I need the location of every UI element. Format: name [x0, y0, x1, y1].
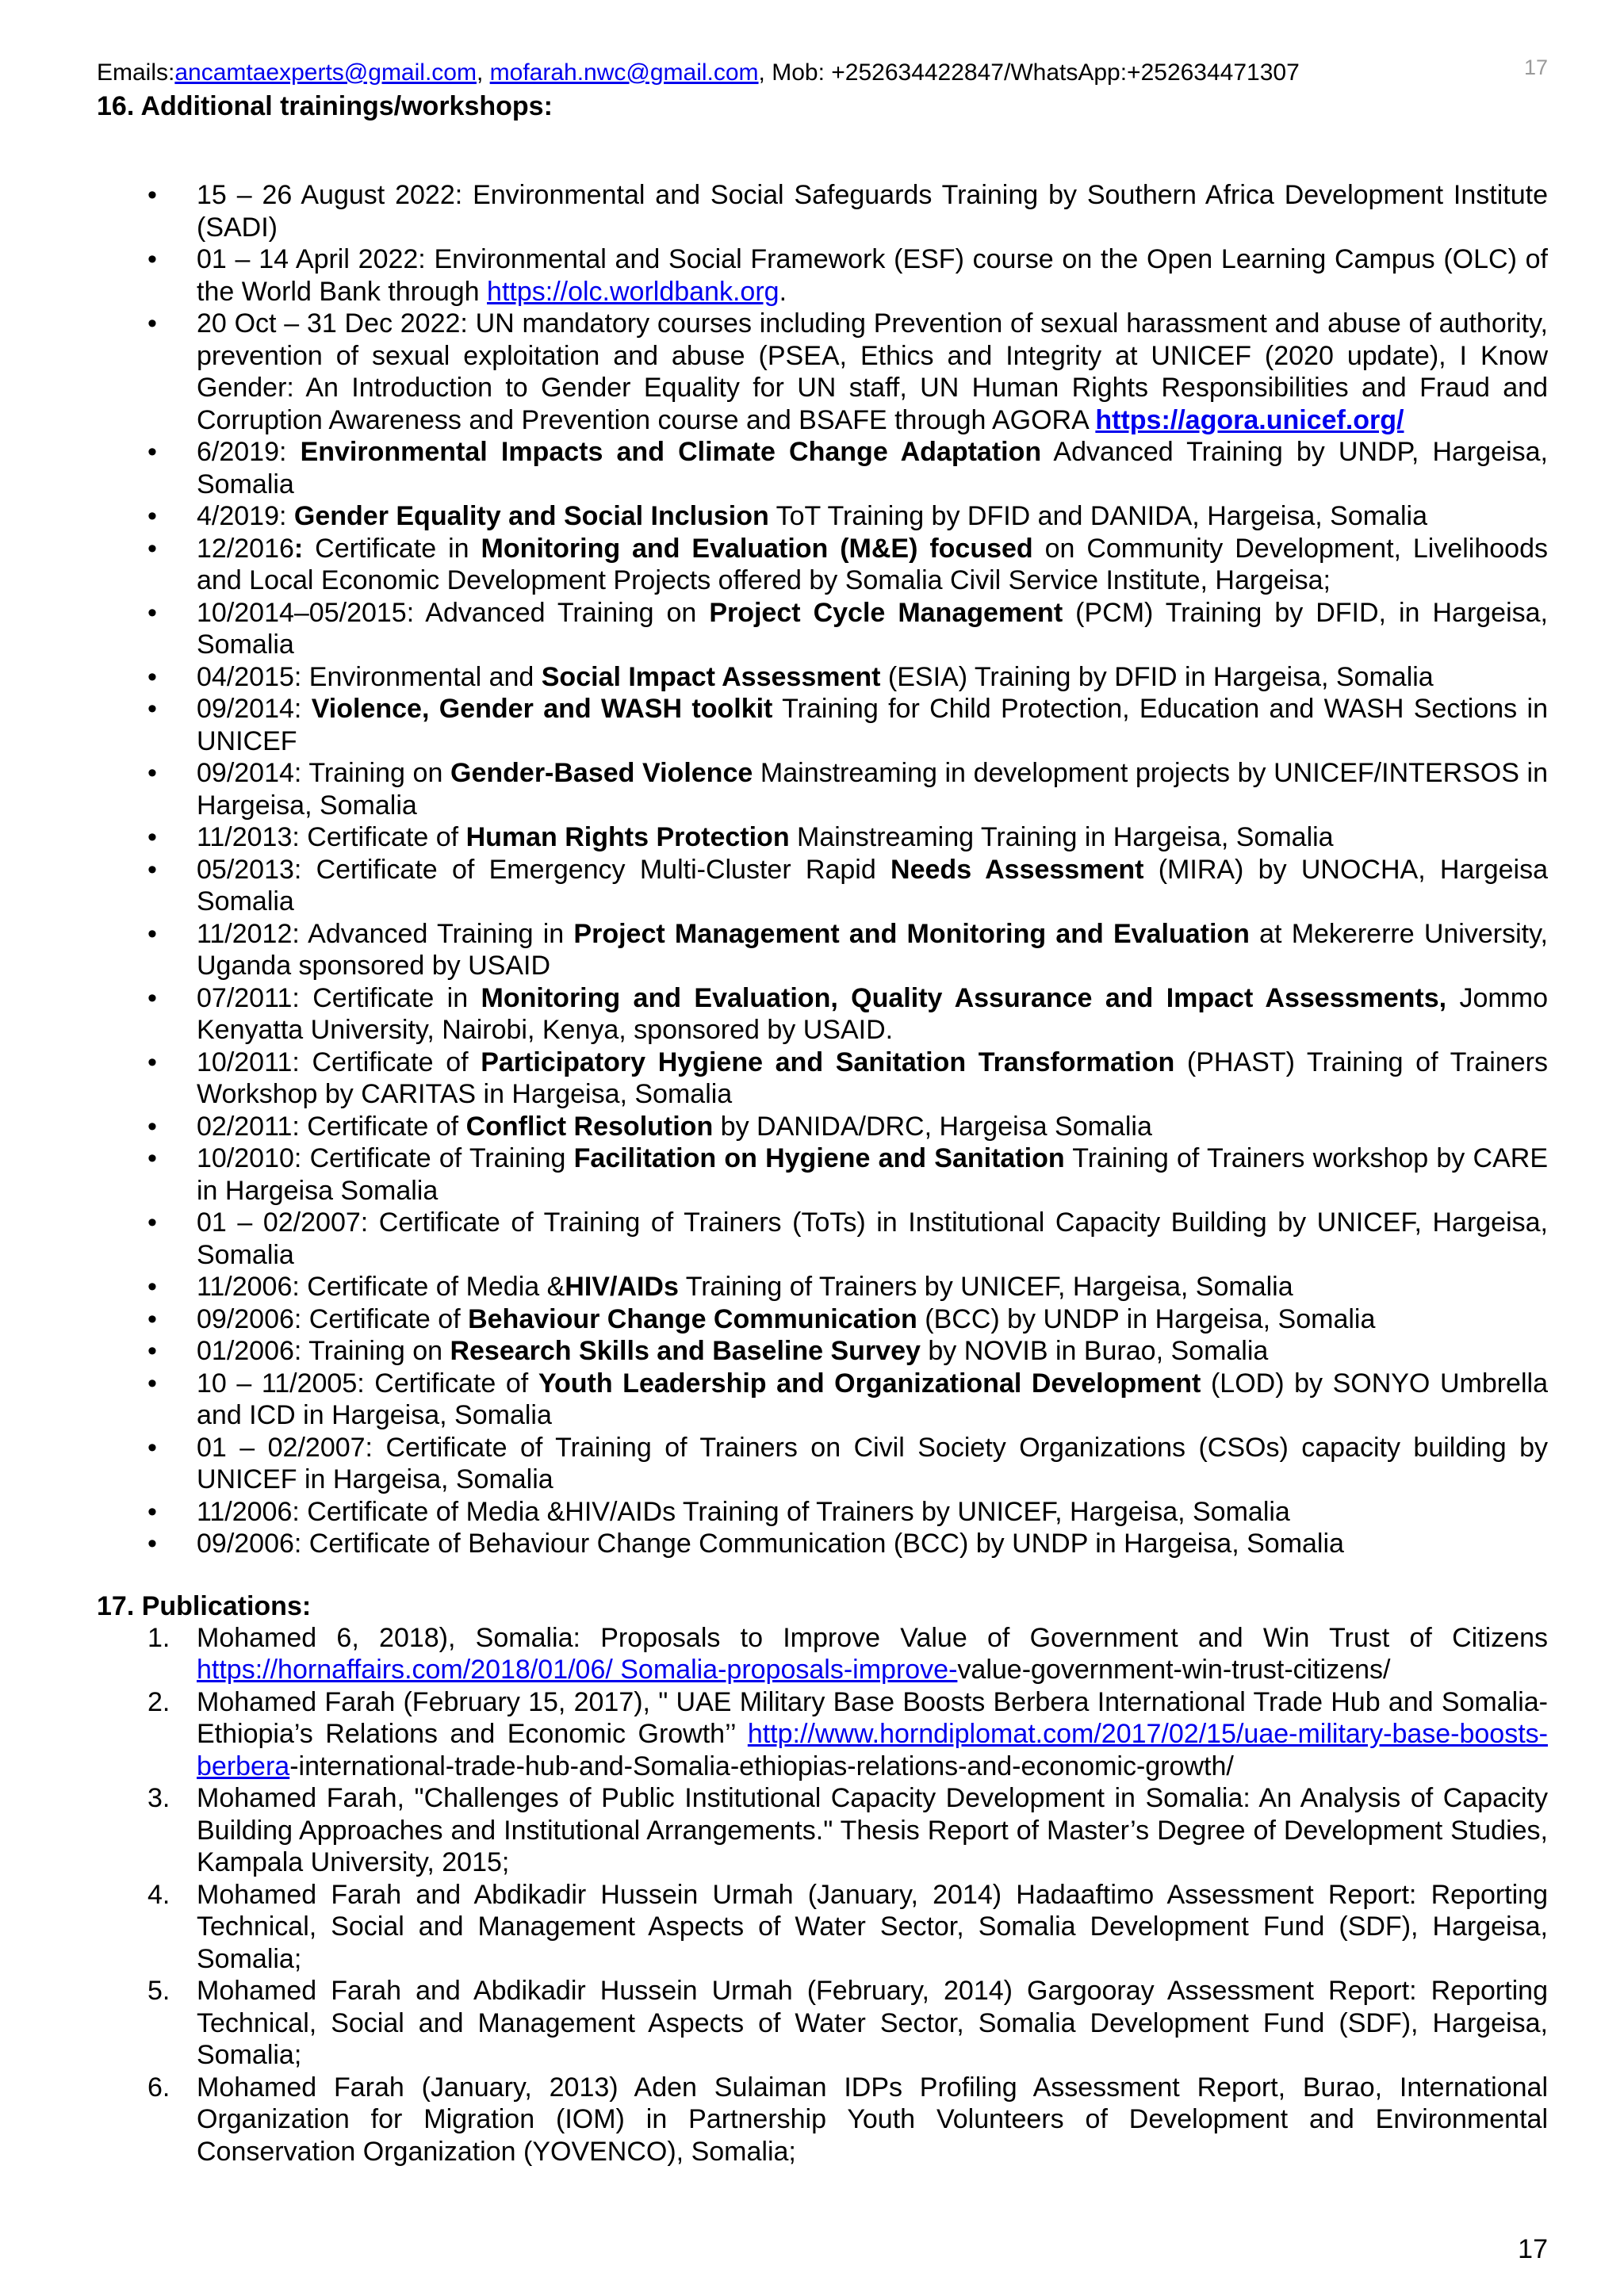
text-run: 10/2010: Certificate of Training	[197, 1143, 574, 1173]
text-run: Mainstreaming Training in Hargeisa, Somalia	[789, 822, 1334, 852]
bold-text: Monitoring and Evaluation (M&E) focused	[481, 533, 1033, 564]
text-run: Mohamed Farah, "Challenges of Public Institutional Capacity Development in Somalia: An Analysis of Capacity Building Approaches and Institutional Arrangements." Thesis Report of Master’s Degree of Development Studies, Kampala University, 2015;	[197, 1783, 1548, 1877]
training-item	[97, 500, 1548, 533]
text-run: Training of Trainers by UNICEF, Hargeisa, Somalia	[678, 1272, 1293, 1302]
text-run: 01 – 14 April 2022: Environmental and Social Framework (ESF) course on the Open Learning Campus (OLC) of the World Bank through	[197, 244, 1548, 307]
bold-text: Violence, Gender and WASH toolkit	[311, 694, 773, 724]
publication-item	[97, 2072, 1548, 2168]
publication-number: 1.	[147, 1622, 170, 1653]
text-run: (ESIA) Training by DFID in Hargeisa, Somalia	[880, 661, 1434, 692]
text-run: 05/2013: Certificate of Emergency Multi-Cluster Rapid	[197, 854, 891, 885]
bold-text: Participatory Hygiene and Sanitation Transformation	[481, 1047, 1175, 1077]
header-contact-line	[97, 57, 1300, 89]
text-run: Mohamed Farah and Abdikadir Hussein Urmah (February, 2014) Gargooray Assessment Report: Reporting Technical, Social and Management Aspects of Water Sector, Somalia Development Fund (SDF), Hargeisa, Somalia;	[197, 1976, 1548, 2070]
publication-item	[97, 1975, 1548, 2072]
mobile-whatsapp-numbers: , Mob: +252634422847/WhatsApp:+252634471307	[758, 59, 1300, 86]
text-run: 6/2019:	[197, 437, 301, 467]
publication-item	[97, 1686, 1548, 1783]
email-link-mofarah[interactable]: mofarah.nwc@gmail.com	[489, 59, 759, 86]
training-item	[97, 1111, 1548, 1143]
text-run: Training of Trainers workshop by CARE in Hargeisa Somalia	[197, 1143, 1548, 1206]
email-link-ancamtaexperts[interactable]: ancamtaexperts@gmail.com	[174, 59, 477, 86]
text-run: 11/2006: Certificate of Media &HIV/AIDs Training of Trainers by UNICEF, Hargeisa, Somalia	[197, 1496, 1290, 1527]
text-run: 11/2012: Advanced Training in	[197, 918, 574, 949]
bold-text: Gender Equality and Social Inclusion	[293, 501, 769, 531]
text-run: 04/2015: Environmental and	[197, 661, 542, 692]
footer-page-number: 17	[1518, 2234, 1548, 2264]
text-run: 12/2016	[197, 533, 294, 564]
text-run: Training for Child Protection, Education and WASH Sections in UNICEF	[197, 694, 1548, 756]
training-item	[97, 1432, 1548, 1496]
publications-list	[97, 1622, 1548, 2168]
bold-text: HIV/AIDs	[565, 1272, 679, 1302]
training-item	[97, 918, 1548, 982]
text-run: 09/2006: Certificate of Behaviour Change Communication (BCC) by UNDP in Hargeisa, Somalia	[197, 1529, 1344, 1559]
bold-text: Youth Leadership and Organizational Development	[538, 1368, 1201, 1399]
text-run: ToT Training by DFID and DANIDA, Hargeisa, Somalia	[768, 501, 1427, 531]
text-run: 07/2011: Certificate in	[197, 982, 481, 1013]
training-item	[97, 533, 1548, 597]
training-item	[97, 1047, 1548, 1111]
url-link[interactable]: https://agora.unicef.org/	[1095, 404, 1404, 435]
text-run: 11/2006: Certificate of Media &	[197, 1272, 565, 1302]
url-link[interactable]: https://olc.worldbank.org	[487, 276, 779, 307]
training-item	[97, 243, 1548, 308]
url-link[interactable]: http://www.horndiplomat.com/2017/02/15/uae-military-base-boosts-berbera	[197, 1719, 1548, 1781]
text-run: 01 – 02/2007: Certificate of Training of Trainers on Civil Society Organizations (CSOs) capacity building by UNICEF in Hargeisa, Somalia	[197, 1432, 1548, 1494]
text-run: 10 – 11/2005: Certificate of	[197, 1368, 538, 1399]
text-run: Mainstreaming in development projects by UNICEF/INTERSOS in Hargeisa, Somalia	[197, 758, 1549, 821]
publication-item	[97, 1782, 1548, 1879]
bold-text: :	[293, 533, 304, 564]
training-item	[97, 693, 1548, 757]
bold-text: Monitoring and Evaluation, Quality Assurance and Impact Assessments,	[481, 982, 1447, 1013]
text-run: Mohamed 6, 2018), Somalia: Proposals to Improve Value of Government and Win Trust of Citizens	[197, 1622, 1548, 1653]
training-item	[97, 597, 1548, 661]
text-run: 01 – 02/2007: Certificate of Training of Trainers (ToTs) in Institutional Capacity Building by UNICEF, Hargeisa, Somalia	[197, 1207, 1548, 1270]
bold-text: Project Cycle Management	[709, 597, 1063, 628]
text-run: 02/2011: Certificate of	[197, 1111, 466, 1142]
training-item	[97, 1496, 1548, 1529]
text-run: value-government-win-trust-citizens/	[957, 1655, 1391, 1685]
text-run: 10/2011: Certificate of	[197, 1047, 481, 1077]
training-item	[97, 1335, 1548, 1368]
email-separator: ,	[476, 59, 490, 86]
header-page-number: 17	[1523, 55, 1548, 79]
publication-number: 2.	[147, 1686, 170, 1717]
publication-item	[97, 1879, 1548, 1976]
text-run: 09/2006: Certificate of	[197, 1303, 469, 1334]
main-content	[97, 90, 1548, 2168]
bold-text: Gender-Based Violence	[450, 758, 753, 788]
trainings-heading: 16. Additional trainings/workshops:	[97, 91, 553, 121]
bold-text: Human Rights Protection	[465, 822, 790, 852]
text-run: -international-trade-hub-and-Somalia-ethiopias-relations-and-economic-growth/	[289, 1751, 1234, 1781]
text-run: 09/2014:	[197, 694, 312, 724]
publication-number: 3.	[147, 1783, 170, 1813]
bold-text: Social Impact Assessment	[541, 661, 881, 692]
bold-text: Environmental Impacts and Climate Change Adaptation	[300, 437, 1042, 467]
emails-label: Emails:	[97, 59, 175, 86]
training-item	[97, 821, 1548, 854]
bold-text: Project Management and Monitoring and Evaluation	[573, 918, 1250, 949]
text-run: (PHAST) Training of Trainers Workshop by CARITAS in Hargeisa, Somalia	[197, 1047, 1548, 1109]
training-item	[97, 1528, 1548, 1560]
bold-text: Needs Assessment	[891, 854, 1144, 885]
publication-number: 6.	[147, 2072, 170, 2103]
publications-heading: 17. Publications:	[97, 1590, 312, 1621]
text-run: 09/2014: Training on	[197, 758, 451, 788]
text-run: .	[779, 276, 787, 307]
training-item	[97, 1271, 1548, 1303]
training-item	[97, 436, 1548, 500]
training-item	[97, 1142, 1548, 1207]
text-run: on Community Development, Livelihoods and Local Economic Development Projects offered by Somalia Civil Service Institute, Hargeisa;	[197, 533, 1548, 595]
bold-text: Conflict Resolution	[465, 1111, 714, 1142]
text-run: 11/2013: Certificate of	[197, 822, 466, 852]
text-run: Mohamed Farah (January, 2013) Aden Sulaiman IDPs Profiling Assessment Report, Burao, International Organization for Migration (IOM) in Partnership Youth Volunteers of Development and Environmental Conservation Organization (YOVENCO), Somalia;	[197, 2072, 1548, 2167]
text-run: Certificate in	[303, 533, 481, 564]
training-item	[97, 757, 1548, 821]
text-run: (LOD) by SONYO Umbrella and ICD in Hargeisa, Somalia	[197, 1368, 1548, 1430]
text-run: Mohamed Farah (February 15, 2017), " UAE Military Base Boosts Berbera International Trade Hub and Somalia-Ethiopia’s Relations and Economic Growth’’	[197, 1686, 1548, 1749]
training-item	[97, 854, 1548, 918]
training-item	[97, 1207, 1548, 1271]
training-item	[97, 661, 1548, 694]
text-run: Jommo Kenyatta University, Nairobi, Kenya, sponsored by USAID.	[197, 982, 1548, 1045]
text-run: 01/2006: Training on	[197, 1336, 450, 1366]
text-run: 4/2019:	[197, 501, 294, 531]
training-item	[97, 1303, 1548, 1336]
text-run: by NOVIB in Burao, Somalia	[920, 1336, 1269, 1366]
trainings-list	[97, 179, 1548, 1560]
training-item	[97, 308, 1548, 436]
text-run: 15 – 26 August 2022: Environmental and Social Safeguards Training by Southern Africa Development Institute (SADI)	[197, 180, 1548, 243]
training-item	[97, 179, 1548, 243]
bold-text: Research Skills and Baseline Survey	[450, 1336, 921, 1366]
text-run: (BCC) by UNDP in Hargeisa, Somalia	[917, 1303, 1376, 1334]
publication-number: 5.	[147, 1976, 170, 2006]
url-link[interactable]: https://hornaffairs.com/2018/01/06/ Somalia-proposals-improve-	[197, 1655, 958, 1685]
training-item	[97, 1368, 1548, 1432]
text-run: at Mekererre University, Uganda sponsored by USAID	[197, 918, 1548, 981]
bold-text: Behaviour Change Communication	[468, 1303, 917, 1334]
bold-text: Facilitation on Hygiene and Sanitation	[573, 1143, 1065, 1173]
text-run: 10/2014–05/2015: Advanced Training on	[197, 597, 710, 628]
text-run: Mohamed Farah and Abdikadir Hussein Urmah (January, 2014) Hadaaftimo Assessment Report: Reporting Technical, Social and Management Aspects of Water Sector, Somalia Development Fund (SDF), Hargeisa, Somalia;	[197, 1879, 1548, 1974]
training-item	[97, 982, 1548, 1047]
text-run: 20 Oct – 31 Dec 2022: UN mandatory courses including Prevention of sexual harassment and abuse of authority, prevention of sexual exploitation and abuse (PSEA, Ethics and Integrity at UNICEF (2020 update), I Know Gender: An Introduction to Gender Equality for UN staff, UN Human Rights Responsibilities and Fraud and Corruption Awareness and Prevention course and BSAFE through AGORA	[197, 308, 1548, 435]
text-run: by DANIDA/DRC, Hargeisa Somalia	[713, 1111, 1152, 1142]
text-run: (PCM) Training by DFID, in Hargeisa, Somalia	[197, 597, 1548, 660]
text-run: Advanced Training by UNDP, Hargeisa, Somalia	[197, 437, 1548, 499]
publication-number: 4.	[147, 1879, 170, 1910]
publication-item	[97, 1622, 1548, 1686]
text-run: (MIRA) by UNOCHA, Hargeisa Somalia	[197, 854, 1548, 916]
